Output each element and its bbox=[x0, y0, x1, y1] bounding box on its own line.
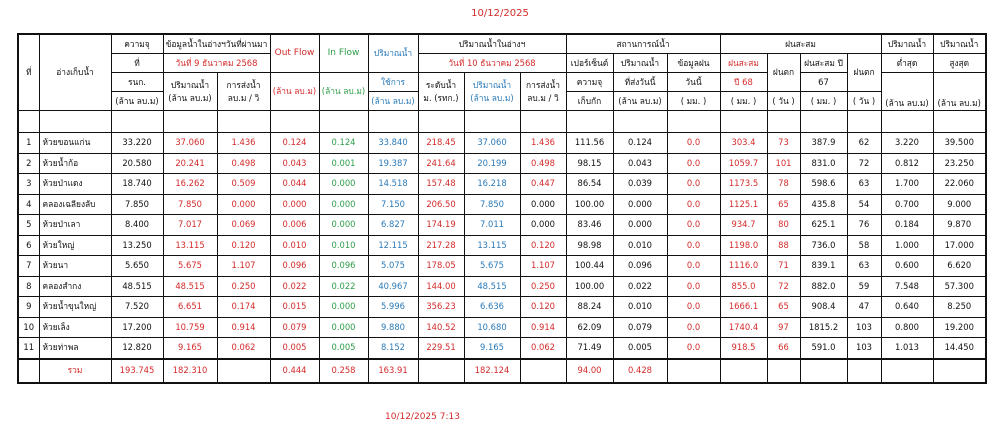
total-released-today: 0.428 bbox=[613, 359, 667, 383]
cell-pct: 71.49 bbox=[566, 338, 613, 359]
cell-outflow: 0.000 bbox=[270, 194, 319, 215]
table-row bbox=[18, 194, 986, 215]
header-capacity-3: รนก. bbox=[111, 73, 163, 92]
header-cur-volume: ปริมาณน้ำ (ล้าน ลบ.ม) bbox=[464, 73, 520, 111]
cell-rain67: 625.1 bbox=[800, 215, 847, 236]
cell-outflow: 0.010 bbox=[270, 235, 319, 256]
cell-no: 10 bbox=[18, 317, 39, 338]
cell-volume: 48.515 bbox=[464, 276, 520, 297]
table-row bbox=[18, 174, 986, 195]
cell-volume: 7.011 bbox=[464, 215, 520, 236]
cell-usable: 5.996 bbox=[368, 297, 418, 318]
cell-days68: 101 bbox=[767, 153, 800, 174]
cell-rain68: 918.5 bbox=[720, 338, 767, 359]
header-no: ที่ bbox=[18, 34, 39, 111]
cell-usable: 7.150 bbox=[368, 194, 418, 215]
cell-released-today: 0.096 bbox=[613, 256, 667, 277]
cell-rain67: 831.0 bbox=[800, 153, 847, 174]
cell-rain67: 908.4 bbox=[800, 297, 847, 318]
header-pct-2: ความจุ bbox=[566, 73, 613, 92]
cell-rain68: 1173.5 bbox=[720, 174, 767, 195]
cell-level: 206.50 bbox=[418, 194, 464, 215]
spacer-row bbox=[18, 111, 986, 133]
cell-capacity: 48.515 bbox=[111, 276, 163, 297]
header-max-2: สูงสุด bbox=[933, 54, 986, 73]
cell-prev-release: 0.000 bbox=[217, 194, 270, 215]
table-row bbox=[18, 276, 986, 297]
cell-name: ห้วยขอนแก่น bbox=[39, 133, 111, 154]
cell-release: 0.120 bbox=[520, 297, 566, 318]
cell-no: 7 bbox=[18, 256, 39, 277]
cell-prev-release: 0.174 bbox=[217, 297, 270, 318]
cell-rain-today: 0.0 bbox=[667, 153, 720, 174]
cell-name: ห้วยใหญ่ bbox=[39, 235, 111, 256]
cell-outflow: 0.015 bbox=[270, 297, 319, 318]
cell-pct: 88.24 bbox=[566, 297, 613, 318]
cell-volume: 6.636 bbox=[464, 297, 520, 318]
cell-min: 0.812 bbox=[881, 153, 933, 174]
cell-volume: 37.060 bbox=[464, 133, 520, 154]
cell-prev-volume: 6.651 bbox=[163, 297, 217, 318]
header-inflow-unit: (ล้าน ลบ.ม) bbox=[319, 73, 368, 111]
cell-outflow: 0.006 bbox=[270, 215, 319, 236]
cell-name: คลองเฉลียงลับ bbox=[39, 194, 111, 215]
header-usable-1: ปริมาณน้ำ bbox=[368, 34, 418, 73]
cell-release: 0.250 bbox=[520, 276, 566, 297]
cell-capacity: 20.580 bbox=[111, 153, 163, 174]
cell-rain68: 1059.7 bbox=[720, 153, 767, 174]
cell-days67: 103 bbox=[847, 338, 881, 359]
cell-released-today: 0.005 bbox=[613, 338, 667, 359]
cell-pct: 111.56 bbox=[566, 133, 613, 154]
cell-rain-today: 0.0 bbox=[667, 133, 720, 154]
header-capacity-1: ความจุ bbox=[111, 34, 163, 54]
cell-outflow: 0.096 bbox=[270, 256, 319, 277]
header-inflow: In Flow bbox=[319, 34, 368, 73]
cell-volume: 9.165 bbox=[464, 338, 520, 359]
cell-release: 0.000 bbox=[520, 215, 566, 236]
table-total bbox=[18, 359, 986, 383]
cell-level: 356.23 bbox=[418, 297, 464, 318]
cell-min: 0.700 bbox=[881, 194, 933, 215]
table-body bbox=[18, 111, 986, 359]
cell-rain68: 1198.0 bbox=[720, 235, 767, 256]
cell-outflow: 0.079 bbox=[270, 317, 319, 338]
cell-inflow: 0.005 bbox=[319, 338, 368, 359]
table-row bbox=[18, 215, 986, 236]
header-reservoir: อ่างเก็บน้ำ bbox=[39, 34, 111, 111]
header-level: ระดับน้ำ ม. (รทก.) bbox=[418, 73, 464, 111]
header-cur-date: วันที่ 10 ธันวาคม 2568 bbox=[418, 54, 566, 73]
header-released-2: ที่ส่งวันนี้ bbox=[613, 73, 667, 92]
cell-rain-today: 0.0 bbox=[667, 338, 720, 359]
cell-prev-volume: 13.115 bbox=[163, 235, 217, 256]
cell-prev-release: 0.914 bbox=[217, 317, 270, 338]
cell-min: 0.600 bbox=[881, 256, 933, 277]
header-rain-group: ฝนสะสม bbox=[720, 34, 881, 54]
header-rain68-1: ฝนสะสม bbox=[720, 54, 767, 73]
cell-rain-today: 0.0 bbox=[667, 194, 720, 215]
cell-volume: 20.199 bbox=[464, 153, 520, 174]
total-outflow: 0.444 bbox=[270, 359, 319, 383]
header-raindays68-1: ฝนตก bbox=[767, 54, 800, 92]
cell-rain67: 387.9 bbox=[800, 133, 847, 154]
header-rain67-2: 67 bbox=[800, 73, 847, 92]
cell-prev-volume: 9.165 bbox=[163, 338, 217, 359]
cell-inflow: 0.001 bbox=[319, 153, 368, 174]
cell-days68: 97 bbox=[767, 317, 800, 338]
total-label: รวม bbox=[39, 359, 111, 383]
cell-max: 39.500 bbox=[933, 133, 986, 154]
header-rain67-3: ( มม. ) bbox=[800, 92, 847, 111]
cell-level: 178.05 bbox=[418, 256, 464, 277]
cell-usable: 5.075 bbox=[368, 256, 418, 277]
cell-no: 9 bbox=[18, 297, 39, 318]
cell-usable: 9.880 bbox=[368, 317, 418, 338]
cell-no: 1 bbox=[18, 133, 39, 154]
header-released-3: (ล้าน ลบ.ม) bbox=[613, 92, 667, 111]
cell-days67: 54 bbox=[847, 194, 881, 215]
cell-prev-release: 0.250 bbox=[217, 276, 270, 297]
cell-name: ห้วยป่าแดง bbox=[39, 174, 111, 195]
cell-rain68: 1740.4 bbox=[720, 317, 767, 338]
cell-level: 229.51 bbox=[418, 338, 464, 359]
cell-level: 241.64 bbox=[418, 153, 464, 174]
cell-volume: 10.680 bbox=[464, 317, 520, 338]
total-pct: 94.00 bbox=[566, 359, 613, 383]
cell-usable: 14.518 bbox=[368, 174, 418, 195]
cell-rain67: 591.0 bbox=[800, 338, 847, 359]
cell-rain68: 303.4 bbox=[720, 133, 767, 154]
cell-pct: 100.00 bbox=[566, 276, 613, 297]
header-rain-today-3: ( มม. ) bbox=[667, 92, 720, 111]
cell-max: 8.250 bbox=[933, 297, 986, 318]
cell-days67: 47 bbox=[847, 297, 881, 318]
cell-rain-today: 0.0 bbox=[667, 174, 720, 195]
header-usable-3: (ล้าน ลบ.ม) bbox=[368, 92, 418, 111]
cell-rain68: 934.7 bbox=[720, 215, 767, 236]
cell-prev-volume: 5.675 bbox=[163, 256, 217, 277]
cell-release: 1.436 bbox=[520, 133, 566, 154]
cell-prev-release: 0.498 bbox=[217, 153, 270, 174]
header-outflow: Out Flow bbox=[270, 34, 319, 73]
total-capacity: 193.745 bbox=[111, 359, 163, 383]
cell-usable: 12.115 bbox=[368, 235, 418, 256]
cell-prev-release: 0.509 bbox=[217, 174, 270, 195]
cell-inflow: 0.000 bbox=[319, 215, 368, 236]
cell-max: 9.000 bbox=[933, 194, 986, 215]
cell-released-today: 0.124 bbox=[613, 133, 667, 154]
cell-pct: 86.54 bbox=[566, 174, 613, 195]
cell-pct: 83.46 bbox=[566, 215, 613, 236]
cell-days67: 58 bbox=[847, 235, 881, 256]
cell-days68: 66 bbox=[767, 338, 800, 359]
cell-usable: 8.152 bbox=[368, 338, 418, 359]
cell-days68: 65 bbox=[767, 194, 800, 215]
cell-days68: 80 bbox=[767, 215, 800, 236]
cell-days67: 72 bbox=[847, 153, 881, 174]
cell-inflow: 0.000 bbox=[319, 174, 368, 195]
cell-name: คลองสำกง bbox=[39, 276, 111, 297]
cell-rain67: 736.0 bbox=[800, 235, 847, 256]
cell-pct: 100.00 bbox=[566, 194, 613, 215]
cell-max: 6.620 bbox=[933, 256, 986, 277]
cell-min: 1.700 bbox=[881, 174, 933, 195]
header-rain-today-2: วันนี้ bbox=[667, 73, 720, 92]
cell-release: 0.000 bbox=[520, 194, 566, 215]
cell-prev-volume: 37.060 bbox=[163, 133, 217, 154]
cell-no: 5 bbox=[18, 215, 39, 236]
header-capacity-4: (ล้าน ลบ.ม) bbox=[111, 92, 163, 111]
cell-release: 0.062 bbox=[520, 338, 566, 359]
cell-capacity: 7.520 bbox=[111, 297, 163, 318]
cell-days68: 78 bbox=[767, 174, 800, 195]
cell-no: 4 bbox=[18, 194, 39, 215]
cell-min: 1.013 bbox=[881, 338, 933, 359]
header-released-1: ปริมาณน้ำ bbox=[613, 54, 667, 73]
cell-released-today: 0.000 bbox=[613, 215, 667, 236]
cell-released-today: 0.043 bbox=[613, 153, 667, 174]
cell-no: 8 bbox=[18, 276, 39, 297]
header-rain68-3: ( มม. ) bbox=[720, 92, 767, 111]
cell-days67: 59 bbox=[847, 276, 881, 297]
cell-released-today: 0.079 bbox=[613, 317, 667, 338]
cell-level: 140.52 bbox=[418, 317, 464, 338]
cell-name: ห้วยน้ำก้อ bbox=[39, 153, 111, 174]
cell-usable: 19.387 bbox=[368, 153, 418, 174]
header-prev-volume: ปริมาณน้ำ (ล้าน ลบ.ม) bbox=[163, 73, 217, 111]
cell-capacity: 8.400 bbox=[111, 215, 163, 236]
cell-max: 14.450 bbox=[933, 338, 986, 359]
cell-days68: 73 bbox=[767, 133, 800, 154]
cell-capacity: 18.740 bbox=[111, 174, 163, 195]
header-min-unit: (ล้าน ลบ.ม) bbox=[881, 73, 933, 111]
total-inflow: 0.258 bbox=[319, 359, 368, 383]
cell-capacity: 17.200 bbox=[111, 317, 163, 338]
cell-rain67: 598.6 bbox=[800, 174, 847, 195]
cell-min: 3.220 bbox=[881, 133, 933, 154]
cell-release: 0.914 bbox=[520, 317, 566, 338]
total-prev-volume: 182.310 bbox=[163, 359, 217, 383]
cell-inflow: 0.000 bbox=[319, 194, 368, 215]
header-max-1: ปริมาณน้ำ bbox=[933, 34, 986, 54]
cell-prev-volume: 48.515 bbox=[163, 276, 217, 297]
total-row bbox=[18, 359, 986, 383]
header-raindays68-2: ( วัน ) bbox=[767, 92, 800, 111]
cell-inflow: 0.124 bbox=[319, 133, 368, 154]
header-outflow-unit: (ล้าน ลบ.ม) bbox=[270, 73, 319, 111]
cell-inflow: 0.000 bbox=[319, 297, 368, 318]
cell-rain68: 1125.1 bbox=[720, 194, 767, 215]
cell-pct: 100.44 bbox=[566, 256, 613, 277]
total-volume: 182.124 bbox=[464, 359, 520, 383]
table-row bbox=[18, 317, 986, 338]
cell-capacity: 12.820 bbox=[111, 338, 163, 359]
cell-rain-today: 0.0 bbox=[667, 256, 720, 277]
cell-max: 57.300 bbox=[933, 276, 986, 297]
cell-name: ห้วยนา bbox=[39, 256, 111, 277]
cell-days67: 63 bbox=[847, 174, 881, 195]
cell-rain67: 1815.2 bbox=[800, 317, 847, 338]
cell-capacity: 7.850 bbox=[111, 194, 163, 215]
cell-prev-release: 1.107 bbox=[217, 256, 270, 277]
cell-max: 23.250 bbox=[933, 153, 986, 174]
header-raindays67-1: ฝนตก bbox=[847, 54, 881, 92]
cell-released-today: 0.022 bbox=[613, 276, 667, 297]
header-cur-release: การส่งน้ำ ลบ.ม / วิ bbox=[520, 73, 566, 111]
table-row bbox=[18, 256, 986, 277]
cell-volume: 5.675 bbox=[464, 256, 520, 277]
cell-release: 0.498 bbox=[520, 153, 566, 174]
header-pct-3: เก็บกัก bbox=[566, 92, 613, 111]
table-row bbox=[18, 153, 986, 174]
cell-release: 1.107 bbox=[520, 256, 566, 277]
cell-no: 11 bbox=[18, 338, 39, 359]
cell-prev-volume: 7.017 bbox=[163, 215, 217, 236]
cell-pct: 62.09 bbox=[566, 317, 613, 338]
cell-prev-release: 0.120 bbox=[217, 235, 270, 256]
cell-max: 19.200 bbox=[933, 317, 986, 338]
cell-rain68: 1116.0 bbox=[720, 256, 767, 277]
cell-inflow: 0.000 bbox=[319, 317, 368, 338]
cell-rain-today: 0.0 bbox=[667, 215, 720, 236]
cell-days68: 72 bbox=[767, 276, 800, 297]
cell-prev-volume: 20.241 bbox=[163, 153, 217, 174]
cell-days68: 65 bbox=[767, 297, 800, 318]
cell-min: 7.548 bbox=[881, 276, 933, 297]
cell-no: 2 bbox=[18, 153, 39, 174]
report-date: 10/12/2025 bbox=[471, 8, 529, 19]
cell-released-today: 0.039 bbox=[613, 174, 667, 195]
cell-max: 9.870 bbox=[933, 215, 986, 236]
cell-no: 3 bbox=[18, 174, 39, 195]
header-prev-group: ข้อมูลน้ำในอ่างฯวันที่ผ่านมา bbox=[163, 34, 270, 54]
cell-prev-volume: 7.850 bbox=[163, 194, 217, 215]
cell-days67: 62 bbox=[847, 133, 881, 154]
cell-outflow: 0.005 bbox=[270, 338, 319, 359]
cell-level: 218.45 bbox=[418, 133, 464, 154]
cell-prev-release: 1.436 bbox=[217, 133, 270, 154]
cell-inflow: 0.022 bbox=[319, 276, 368, 297]
cell-inflow: 0.096 bbox=[319, 256, 368, 277]
header-capacity-2: ที่ bbox=[111, 54, 163, 73]
cell-level: 217.28 bbox=[418, 235, 464, 256]
cell-outflow: 0.043 bbox=[270, 153, 319, 174]
header-rain67-1: ฝนสะสม ปี bbox=[800, 54, 847, 73]
cell-rain-today: 0.0 bbox=[667, 235, 720, 256]
cell-prev-release: 0.069 bbox=[217, 215, 270, 236]
cell-outflow: 0.124 bbox=[270, 133, 319, 154]
cell-inflow: 0.010 bbox=[319, 235, 368, 256]
cell-usable: 6.827 bbox=[368, 215, 418, 236]
cell-prev-release: 0.062 bbox=[217, 338, 270, 359]
cell-pct: 98.98 bbox=[566, 235, 613, 256]
cell-volume: 13.115 bbox=[464, 235, 520, 256]
cell-days67: 76 bbox=[847, 215, 881, 236]
cell-volume: 7.850 bbox=[464, 194, 520, 215]
cell-days67: 103 bbox=[847, 317, 881, 338]
cell-rain67: 435.8 bbox=[800, 194, 847, 215]
header-status-group: สถานการณ์น้ำ bbox=[566, 34, 720, 54]
cell-min: 0.800 bbox=[881, 317, 933, 338]
cell-level: 157.48 bbox=[418, 174, 464, 195]
table-row bbox=[18, 133, 986, 154]
cell-level: 144.00 bbox=[418, 276, 464, 297]
cell-release: 0.447 bbox=[520, 174, 566, 195]
reservoir-table bbox=[17, 33, 987, 384]
cell-no: 6 bbox=[18, 235, 39, 256]
cell-capacity: 33.220 bbox=[111, 133, 163, 154]
cell-days67: 63 bbox=[847, 256, 881, 277]
header-max-unit: (ล้าน ลบ.ม) bbox=[933, 73, 986, 111]
total-usable: 163.91 bbox=[368, 359, 418, 383]
cell-max: 17.000 bbox=[933, 235, 986, 256]
cell-rain67: 839.1 bbox=[800, 256, 847, 277]
header-prev-release: การส่งน้ำ ลบ.ม / วิ bbox=[217, 73, 270, 111]
table-row bbox=[18, 235, 986, 256]
cell-outflow: 0.022 bbox=[270, 276, 319, 297]
header-min-1: ปริมาณน้ำ bbox=[881, 34, 933, 54]
header-min-2: ต่ำสุด bbox=[881, 54, 933, 73]
header-rain-today-1: ข้อมูลฝน bbox=[667, 54, 720, 73]
cell-rain68: 855.0 bbox=[720, 276, 767, 297]
cell-released-today: 0.010 bbox=[613, 297, 667, 318]
cell-rain-today: 0.0 bbox=[667, 317, 720, 338]
cell-name: ห้วยน้ำขุนใหญ่ bbox=[39, 297, 111, 318]
table-row bbox=[18, 297, 986, 318]
cell-days68: 71 bbox=[767, 256, 800, 277]
cell-level: 174.19 bbox=[418, 215, 464, 236]
cell-rain-today: 0.0 bbox=[667, 276, 720, 297]
cell-prev-volume: 10.759 bbox=[163, 317, 217, 338]
cell-max: 22.060 bbox=[933, 174, 986, 195]
table-row bbox=[18, 338, 986, 359]
header-usable-2: ใช้การ bbox=[368, 73, 418, 92]
cell-release: 0.120 bbox=[520, 235, 566, 256]
cell-capacity: 5.650 bbox=[111, 256, 163, 277]
cell-name: ห้วยเล็ง bbox=[39, 317, 111, 338]
cell-pct: 98.15 bbox=[566, 153, 613, 174]
table-header bbox=[18, 34, 986, 111]
header-prev-date: วันที่ 9 ธันวาคม 2568 bbox=[163, 54, 270, 73]
cell-name: ห้วยท่าพล bbox=[39, 338, 111, 359]
cell-prev-volume: 16.262 bbox=[163, 174, 217, 195]
cell-capacity: 13.250 bbox=[111, 235, 163, 256]
cell-outflow: 0.044 bbox=[270, 174, 319, 195]
footer-timestamp: 10/12/2025 7:13 bbox=[385, 412, 460, 422]
cell-rain67: 882.0 bbox=[800, 276, 847, 297]
cell-min: 0.184 bbox=[881, 215, 933, 236]
cell-usable: 33.840 bbox=[368, 133, 418, 154]
header-pct-1: เปอร์เซ็นต์ bbox=[566, 54, 613, 73]
cell-rain68: 1666.1 bbox=[720, 297, 767, 318]
header-rain68-2: ปี 68 bbox=[720, 73, 767, 92]
header-cur-group: ปริมาณน้ำในอ่างฯ bbox=[418, 34, 566, 54]
header-raindays67-2: ( วัน ) bbox=[847, 92, 881, 111]
cell-min: 1.000 bbox=[881, 235, 933, 256]
cell-usable: 40.967 bbox=[368, 276, 418, 297]
cell-name: ห้วยป่าเลา bbox=[39, 215, 111, 236]
cell-released-today: 0.010 bbox=[613, 235, 667, 256]
cell-rain-today: 0.0 bbox=[667, 297, 720, 318]
cell-min: 0.640 bbox=[881, 297, 933, 318]
cell-volume: 16.218 bbox=[464, 174, 520, 195]
cell-days68: 88 bbox=[767, 235, 800, 256]
cell-released-today: 0.000 bbox=[613, 194, 667, 215]
